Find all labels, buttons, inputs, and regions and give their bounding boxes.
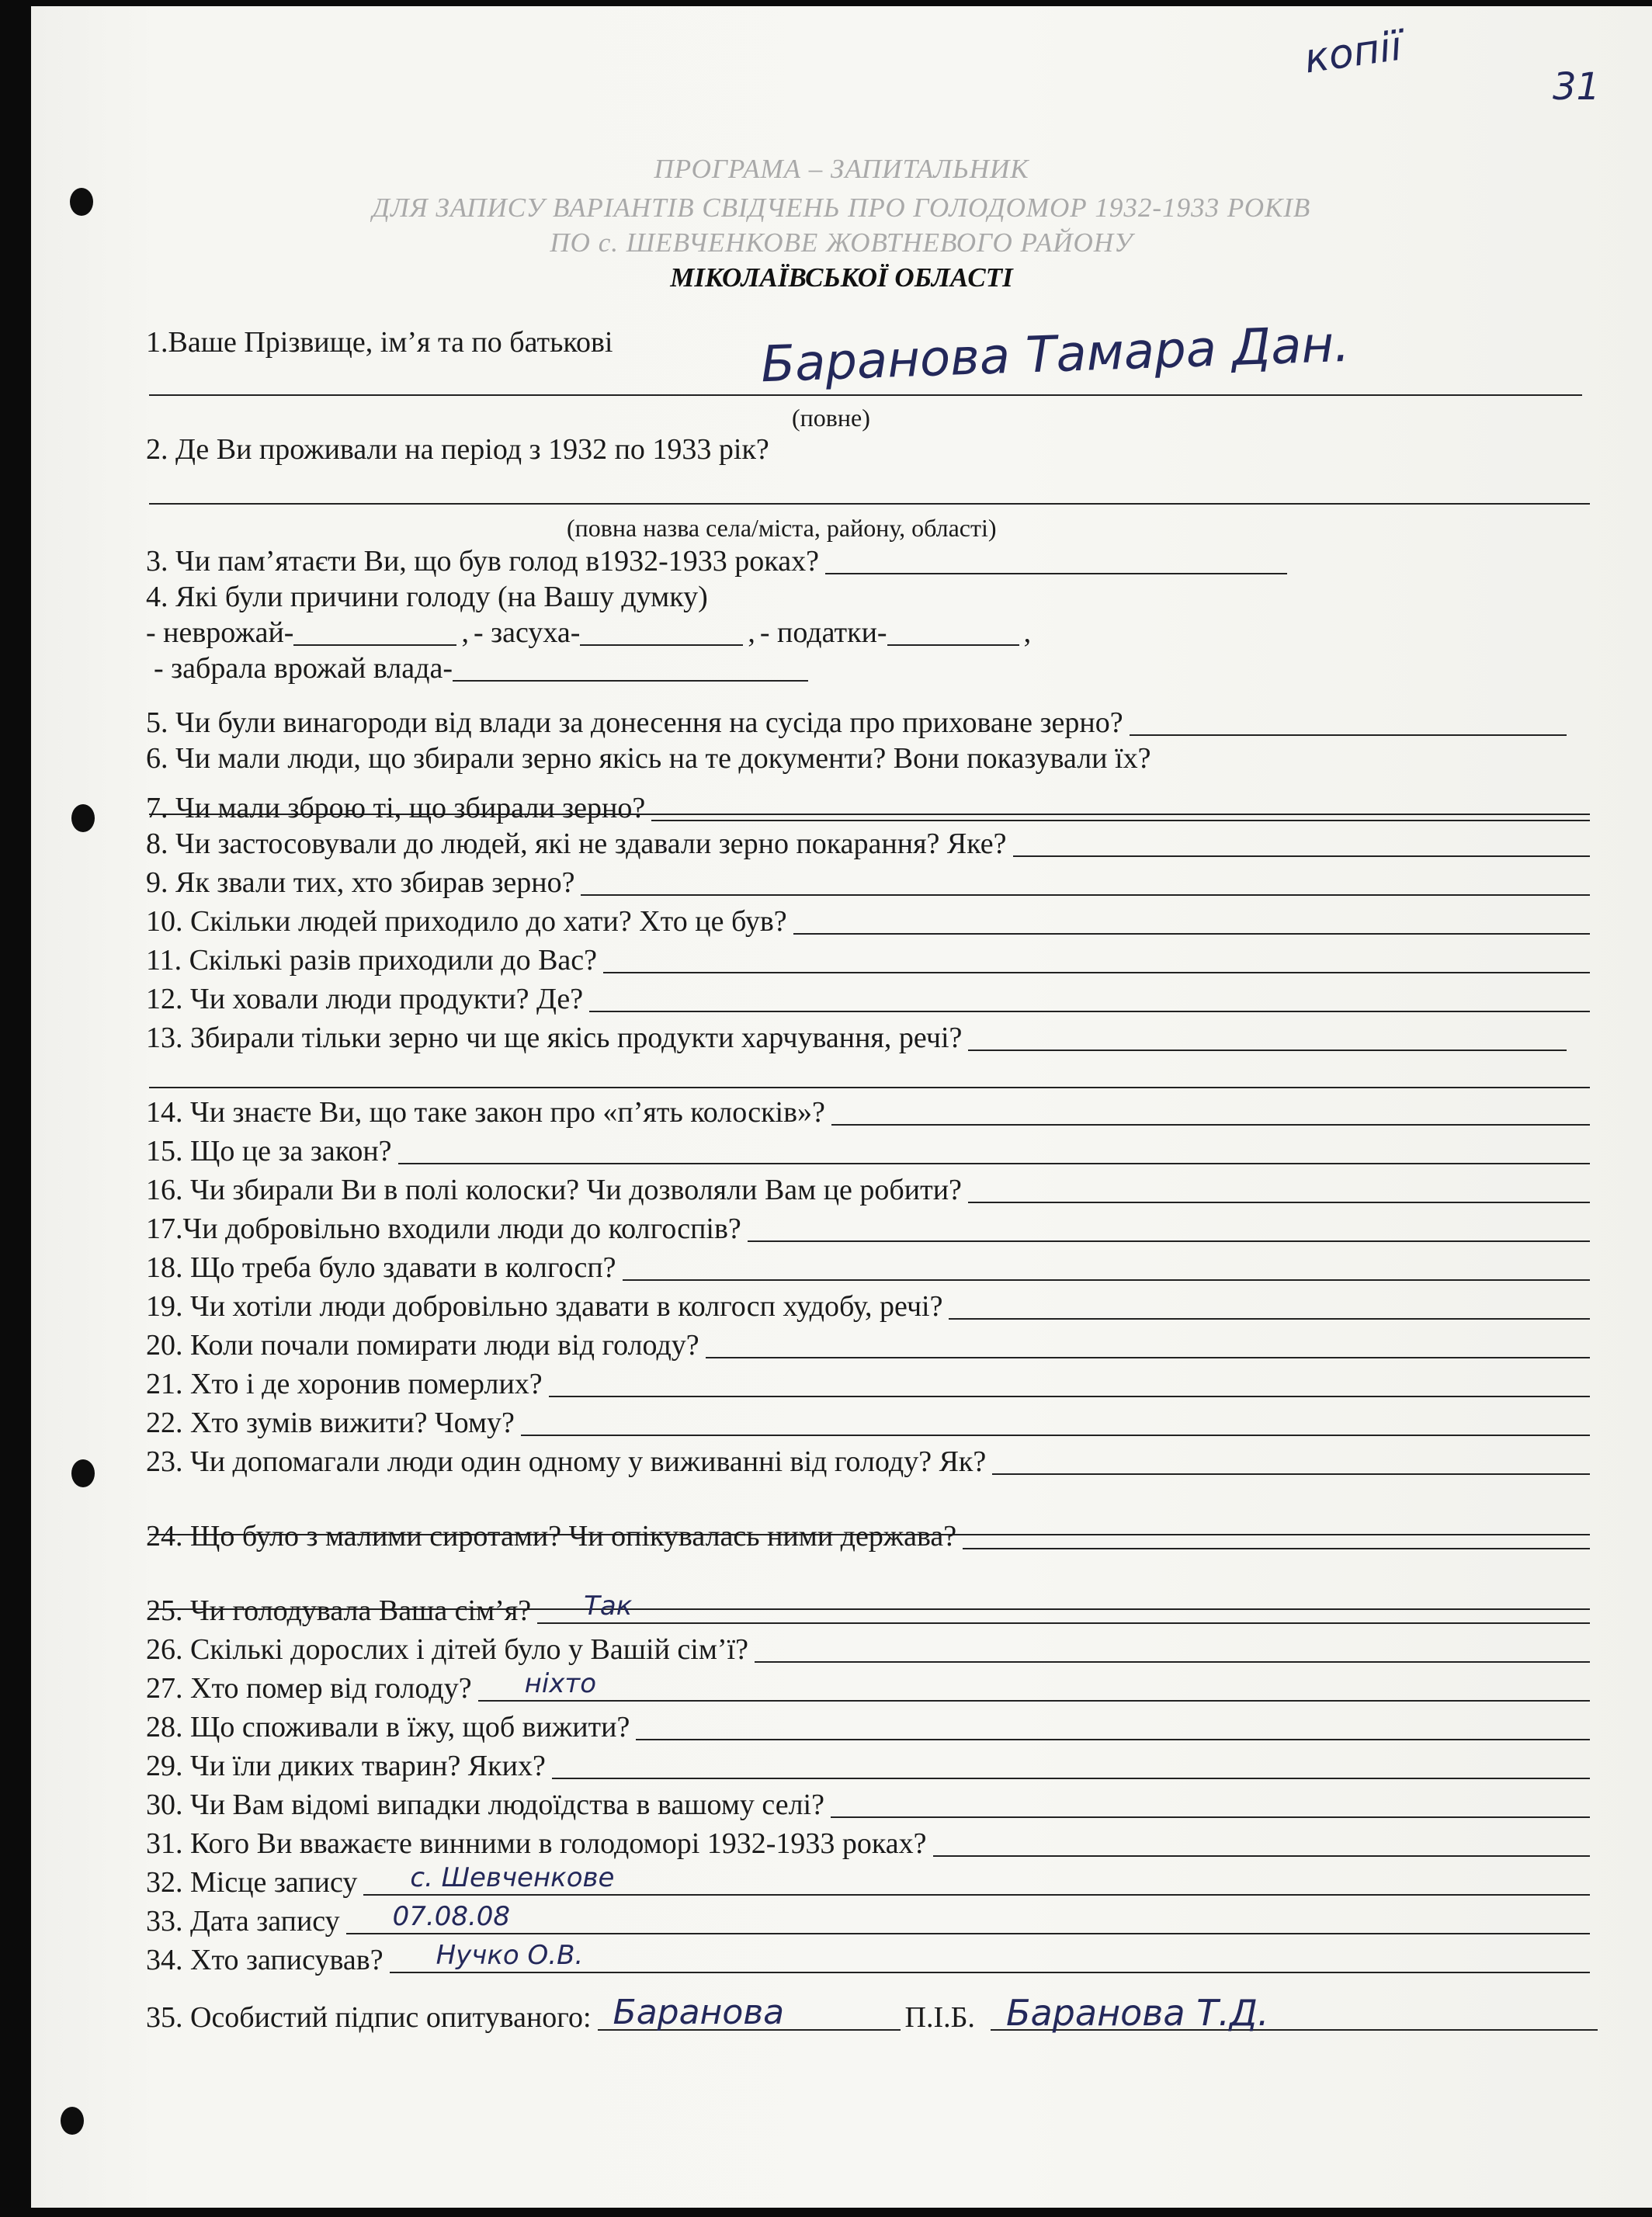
corner-note: копії xyxy=(1301,23,1405,83)
answer-continuation-line[interactable] xyxy=(149,1087,1590,1088)
question-label: 13. Збирали тільки зерно чи ще якісь продукти харчування, речі? xyxy=(146,1022,963,1054)
handwritten-answer: с. Шевченкове xyxy=(410,1862,615,1893)
answer-line[interactable] xyxy=(589,984,1590,1012)
title-line3: ПО с. ШЕВЧЕНКОВЕ ЖОВТНЕВОГО РАЙОНУ xyxy=(550,227,1133,258)
answer-line[interactable] xyxy=(1013,828,1590,857)
answer-line[interactable] xyxy=(537,1591,1590,1624)
question-20 xyxy=(146,1327,1590,1363)
question-label: 14. Чи знаєте Ви, що таке закон про «п’ять колосків»? xyxy=(146,1096,825,1129)
question-9 xyxy=(146,865,1590,900)
question-34 xyxy=(146,1942,1590,1978)
answer-line[interactable] xyxy=(968,1174,1590,1203)
question-label: 21. Хто і де хоронив померлих? xyxy=(146,1368,543,1400)
question-32 xyxy=(146,1862,1590,1900)
question-label: 11. Скількі разів приходили до Вас? xyxy=(146,944,598,977)
pib-label: П.І.Б. xyxy=(904,2001,975,2034)
question-22 xyxy=(146,1405,1590,1441)
cause-label: - податки- xyxy=(759,616,887,649)
title-line1: ПРОГРАМА – ЗАПИТАЛЬНИК xyxy=(654,154,1029,184)
question-label: 26. Скількі дорослих і дітей було у Вашій сім’ї? xyxy=(146,1633,748,1666)
question-label: 10. Скільки людей приходило до хати? Хто це був? xyxy=(146,905,787,938)
title-line2: ДЛЯ ЗАПИСУ ВАРІАНТІВ СВІДЧЕНЬ ПРО ГОЛОДОМОР 1932-1933 РОКІВ xyxy=(372,193,1311,223)
cause-blank[interactable] xyxy=(887,617,1019,646)
answer-line[interactable] xyxy=(623,1252,1590,1281)
cause-blank[interactable] xyxy=(453,653,808,682)
punch-hole xyxy=(71,1459,95,1487)
question-8 xyxy=(146,826,1590,862)
answer-line[interactable] xyxy=(949,1291,1590,1320)
question-17 xyxy=(146,1211,1590,1247)
cause-label: - забрала врожай влада- xyxy=(154,652,453,685)
question-27 xyxy=(146,1668,1590,1706)
question-23 xyxy=(146,1444,1590,1480)
question-5 xyxy=(146,705,1567,741)
answer-line[interactable] xyxy=(552,1750,1590,1779)
question-4-label: 4. Які були причини голоду (на Вашу думку) xyxy=(146,581,708,613)
answer-line[interactable] xyxy=(478,1668,1590,1702)
signature: Баранова xyxy=(613,1993,785,2032)
question-label: 24. Що було з малими сиротами? Чи опікувалась ними держава? xyxy=(146,1520,957,1553)
question-label: 25. Чи голодувала Ваша сім’я? xyxy=(146,1594,532,1627)
answer-line[interactable] xyxy=(831,1097,1590,1126)
question-28 xyxy=(146,1709,1590,1745)
q1-underline xyxy=(149,394,1582,396)
cause-label: - неврожай- xyxy=(146,616,294,649)
question-30 xyxy=(146,1787,1590,1823)
question-13 xyxy=(146,1020,1567,1056)
question-label: 23. Чи допомагали люди один одному у виживанні від голоду? Як? xyxy=(146,1445,987,1478)
q2-underline xyxy=(149,503,1590,505)
handwritten-answer: Нучко О.В. xyxy=(436,1940,584,1971)
answer-line[interactable] xyxy=(831,1789,1590,1818)
question-31 xyxy=(146,1826,1590,1861)
question-label: 18. Що треба було здавати в колгосп? xyxy=(146,1251,616,1284)
answer-line[interactable] xyxy=(549,1369,1590,1397)
question-label: 22. Хто зумів вижити? Чому? xyxy=(146,1407,515,1439)
question-35 xyxy=(146,1992,1598,2035)
answer-line[interactable] xyxy=(706,1330,1590,1358)
question-35-label: 35. Особистий підпис опитуваного: xyxy=(146,2001,592,2034)
question-3 xyxy=(146,543,1287,579)
question-16 xyxy=(146,1172,1590,1208)
question-label: 30. Чи Вам відомі випадки людоїдства в вашому селі? xyxy=(146,1789,824,1821)
punch-hole xyxy=(61,2107,84,2135)
answer-line[interactable] xyxy=(963,1521,1590,1549)
question-15 xyxy=(146,1133,1590,1169)
q1-caption: (повне) xyxy=(792,404,870,432)
questionnaire-page xyxy=(31,6,1652,2208)
title-line4: МІКОЛАЇВСЬКОЇ ОБЛАСТІ xyxy=(670,262,1013,293)
question-26 xyxy=(146,1632,1590,1667)
q2-caption: (повна назва села/міста, району, області) xyxy=(567,514,997,542)
pib-value: Баранова Т.Д. xyxy=(1005,1992,1269,2034)
answer-line[interactable] xyxy=(398,1136,1590,1164)
question-7 xyxy=(146,790,1590,826)
cause-blank[interactable] xyxy=(293,617,456,646)
cause-blank[interactable] xyxy=(580,617,743,646)
question-label: 29. Чи їли диких тварин? Яких? xyxy=(146,1750,546,1782)
answer-line[interactable] xyxy=(603,945,1590,973)
answer-line[interactable] xyxy=(636,1712,1590,1740)
question-label: 15. Що це за закон? xyxy=(146,1135,392,1167)
question-label: 34. Хто записував? xyxy=(146,1944,384,1976)
answer-line[interactable] xyxy=(1130,707,1567,736)
question-label: 20. Коли почали помирати люди від голоду? xyxy=(146,1329,699,1362)
answer-line[interactable] xyxy=(992,1446,1590,1475)
q4-causes-row: - неврожай- , - засуха- , - податки- , xyxy=(146,616,1032,649)
question-4 xyxy=(146,579,1590,615)
answer-line[interactable] xyxy=(755,1634,1590,1663)
question-11 xyxy=(146,942,1590,978)
question-label: 28. Що споживали в їжу, щоб вижити? xyxy=(146,1711,630,1743)
question-6 xyxy=(146,741,1528,776)
q1-answer: Баранова Тамара Дан. xyxy=(759,315,1351,394)
question-label: 6. Чи мали люди, що збирали зерно якісь на те документи? Вони показували їх? xyxy=(146,742,1151,775)
question-label: 33. Дата запису xyxy=(146,1905,340,1938)
question-label: 17.Чи добровільно входили люди до колгоспів? xyxy=(146,1213,741,1245)
answer-line[interactable] xyxy=(346,1901,1590,1934)
question-10 xyxy=(146,904,1590,939)
cause-label: - засуха- xyxy=(473,616,581,649)
handwritten-answer: ніхто xyxy=(524,1668,597,1699)
signature-line[interactable] xyxy=(598,1993,901,2032)
answer-line[interactable] xyxy=(933,1828,1590,1857)
answer-line[interactable] xyxy=(651,793,1590,821)
question-label: 19. Чи хотіли люди добровільно здавати в колгосп худобу, речі? xyxy=(146,1290,943,1323)
question-24 xyxy=(146,1518,1590,1554)
punch-hole xyxy=(71,804,95,832)
question-label: 12. Чи ховали люди продукти? Де? xyxy=(146,983,584,1015)
answer-line[interactable] xyxy=(748,1213,1590,1242)
page-number: 31 xyxy=(1553,65,1601,109)
answer-line[interactable] xyxy=(390,1940,1590,1973)
answer-line[interactable] xyxy=(363,1862,1590,1896)
question-label: 5. Чи були винагороди від влади за донесення на сусіда про приховане зерно? xyxy=(146,706,1123,739)
answer-line[interactable] xyxy=(521,1407,1590,1436)
question-1-label: 1.Ваше Прізвище, ім’я та по батькові xyxy=(146,326,613,359)
handwritten-answer: 07.08.08 xyxy=(392,1901,511,1932)
question-label: 8. Чи застосовували до людей, які не здавали зерно покарання? Яке? xyxy=(146,827,1007,860)
question-18 xyxy=(146,1250,1590,1285)
question-29 xyxy=(146,1748,1590,1784)
answer-line[interactable] xyxy=(825,546,1287,574)
question-2-label: 2. Де Ви проживали на період з 1932 по 1933 рік? xyxy=(146,433,769,466)
question-3-label: 3. Чи пам’ятаєти Ви, що був голод в1932-1933 роках? xyxy=(146,545,819,578)
question-19 xyxy=(146,1289,1590,1324)
answer-line[interactable] xyxy=(968,1022,1567,1051)
q4-causes-row2 xyxy=(154,651,808,686)
answer-line[interactable] xyxy=(581,867,1590,896)
pib-line[interactable] xyxy=(991,1992,1598,2034)
question-33 xyxy=(146,1903,1590,1939)
question-25 xyxy=(146,1593,1590,1629)
question-label: 27. Хто помер від голоду? xyxy=(146,1672,472,1705)
question-label: 7. Чи мали зброю ті, що збирали зерно? xyxy=(146,792,646,824)
question-14 xyxy=(146,1095,1590,1130)
question-2 xyxy=(146,432,1590,467)
question-21 xyxy=(146,1366,1590,1402)
question-label: 32. Місце запису xyxy=(146,1866,358,1899)
answer-line[interactable] xyxy=(793,906,1590,935)
question-12 xyxy=(146,981,1590,1017)
question-label: 9. Як звали тих, хто збирав зерно? xyxy=(146,866,575,899)
question-label: 16. Чи збирали Ви в полі колоски? Чи дозволяли Вам це робити? xyxy=(146,1174,962,1206)
handwritten-answer: Так xyxy=(584,1591,633,1622)
question-label: 31. Кого Ви вважаєте винними в голодоморі 1932-1933 роках? xyxy=(146,1827,927,1860)
